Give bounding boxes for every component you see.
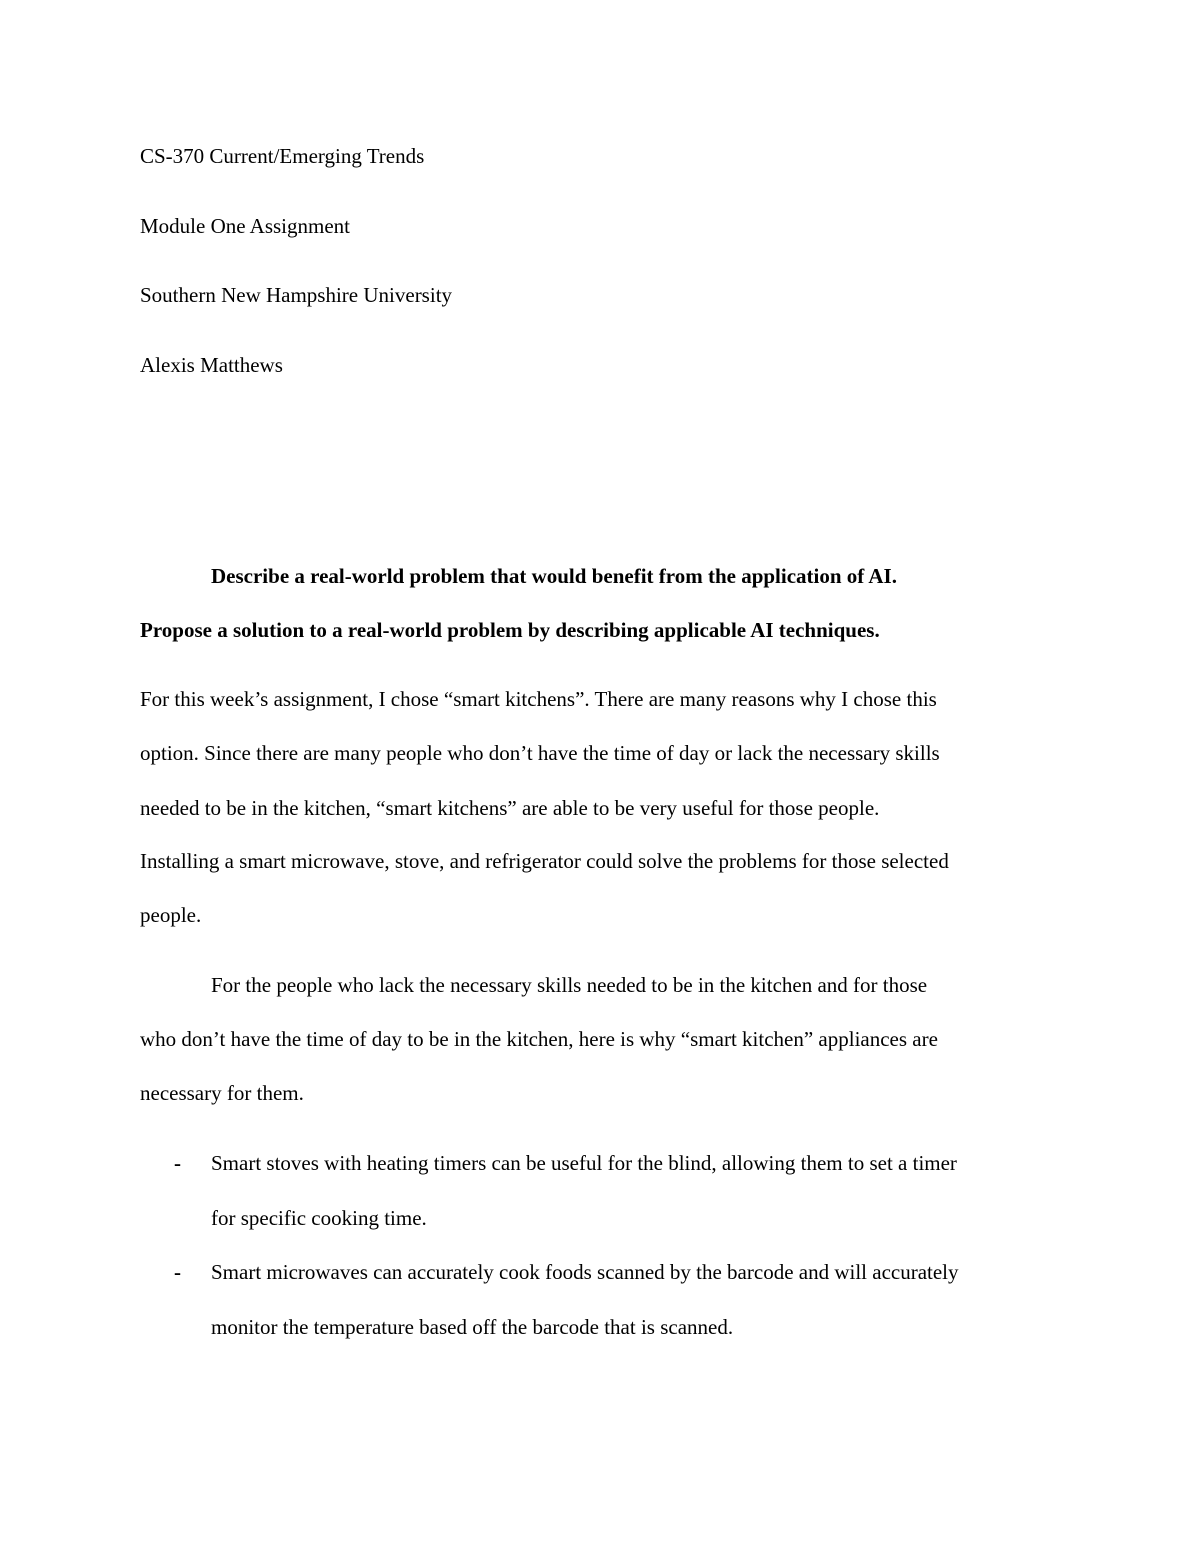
list-item-line: Smart microwaves can accurately cook foods scanned by the barcode and will accurately <box>211 1260 959 1284</box>
paragraph-line: Installing a smart microwave, stove, and refrigerator could solve the problems for those selected <box>140 849 949 873</box>
list-item-line: Smart stoves with heating timers can be useful for the blind, allowing them to set a timer <box>211 1151 957 1175</box>
paragraph-line: For the people who lack the necessary skills needed to be in the kitchen and for those <box>211 973 928 997</box>
assignment-title: Module One Assignment <box>140 214 350 238</box>
university-name: Southern New Hampshire University <box>140 283 453 307</box>
bullet-marker: - <box>174 1260 181 1284</box>
heading-line-2: Propose a solution to a real-world problem by describing applicable AI techniques. <box>140 618 880 642</box>
paragraph-line: For this week’s assignment, I chose “smart kitchens”. There are many reasons why I chose this <box>140 687 937 711</box>
paragraph-line: necessary for them. <box>140 1081 304 1105</box>
bullet-marker: - <box>174 1151 181 1175</box>
list-item-line: monitor the temperature based off the barcode that is scanned. <box>211 1315 734 1339</box>
paragraph-line: needed to be in the kitchen, “smart kitchens” are able to be very useful for those people. <box>140 796 880 820</box>
author-name: Alexis Matthews <box>140 353 283 377</box>
paragraph-line: option. Since there are many people who don’t have the time of day or lack the necessary skills <box>140 741 940 765</box>
list-item-line: for specific cooking time. <box>211 1206 427 1230</box>
paragraph-line: who don’t have the time of day to be in the kitchen, here is why “smart kitchen” appliances are <box>140 1027 938 1051</box>
course-title: CS-370 Current/Emerging Trends <box>140 144 425 168</box>
heading-line-1: Describe a real-world problem that would benefit from the application of AI. <box>211 564 897 588</box>
paragraph-line: people. <box>140 903 202 927</box>
